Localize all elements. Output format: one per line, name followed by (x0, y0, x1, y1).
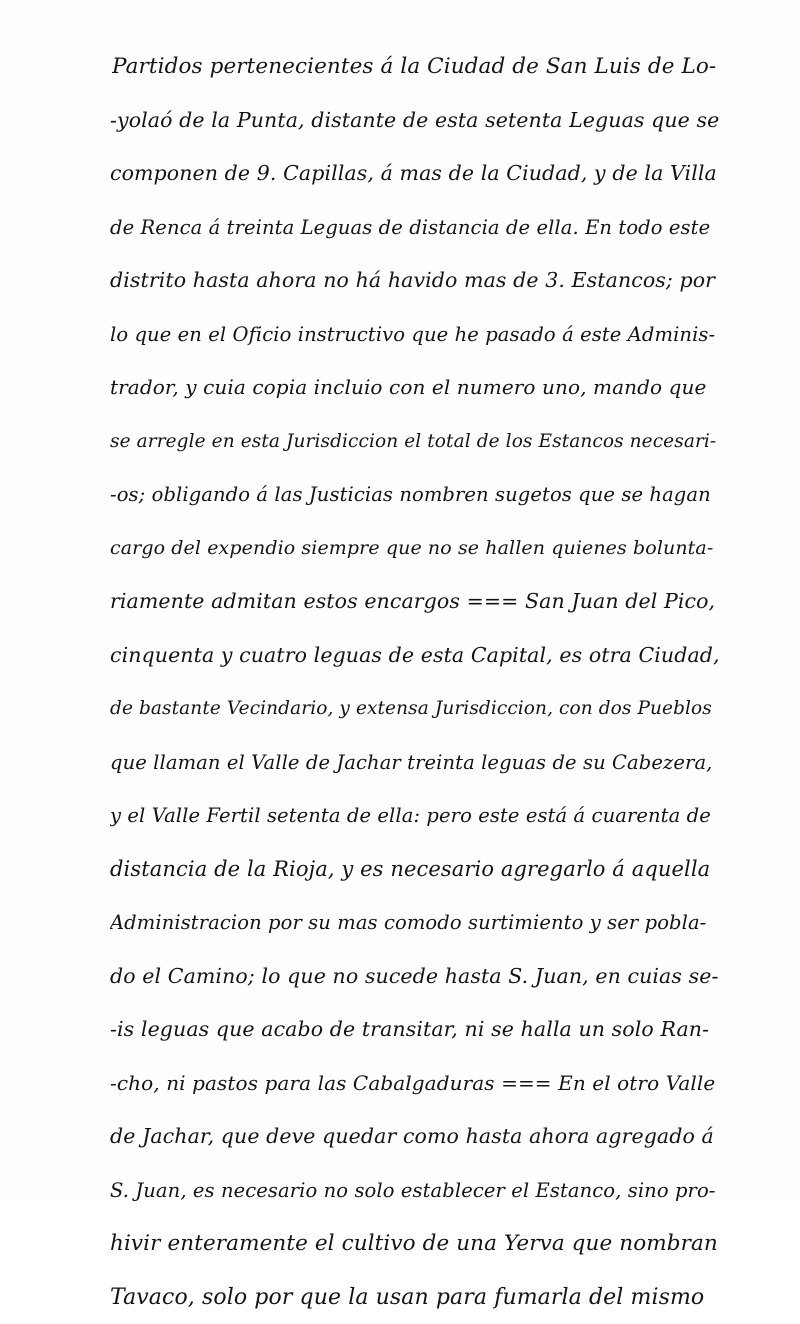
text-line-18: do el Camino; lo que no sucede hasta S. Juan, en cuias se- (110, 950, 720, 1004)
text-line-1: Partidos pertenecientes á la Ciudad de San Luis de Lo- (112, 40, 720, 94)
text-line-14: que llaman el Valle de Jachar treinta leguas de su Cabezera, (110, 736, 720, 790)
text-line-17: Administracion por su mas comodo surtimiento y ser pobla- (110, 896, 720, 950)
text-line-2: -yolaó de la Punta, distante de esta setenta Leguas que se (110, 94, 720, 148)
text-line-21: de Jachar, que deve quedar como hasta ahora agregado á (110, 1110, 720, 1164)
text-line-4: de Renca á treinta Leguas de distancia de ella. En todo este (110, 201, 720, 255)
text-line-24: Tavaco, solo por que la usan para fumarla del mismo (110, 1271, 720, 1324)
text-line-5: distrito hasta ahora no há havido mas de 3. Estancos; por (110, 254, 720, 308)
text-line-8: se arregle en esta Jurisdiccion el total de los Estancos necesari- (110, 415, 720, 469)
text-line-6: lo que en el Oficio instructivo que he pasado á este Adminis- (110, 308, 720, 362)
handwritten-text-block (110, 40, 720, 1324)
text-line-19: -is leguas que acabo de transitar, ni se halla un solo Ran- (110, 1003, 720, 1057)
text-line-10: cargo del expendio siempre que no se hallen quienes bolunta- (110, 522, 720, 576)
text-line-9: -os; obligando á las Justicias nombren sugetos que se hagan (110, 468, 720, 522)
text-line-3: componen de 9. Capillas, á mas de la Ciudad, y de la Villa (110, 147, 720, 201)
text-line-7: trador, y cuia copia incluio con el numero uno, mando que (110, 361, 720, 415)
text-line-13: de bastante Vecindario, y extensa Jurisdiccion, con dos Pueblos (110, 682, 720, 736)
text-line-23: hivir enteramente el cultivo de una Yerva que nombran (110, 1217, 720, 1271)
text-line-11: riamente admitan estos encargos === San Juan del Pico, (110, 575, 720, 629)
text-line-15: y el Valle Fertil setenta de ella: pero este está á cuarenta de (110, 789, 720, 843)
text-line-22: S. Juan, es necesario no solo establecer el Estanco, sino pro- (110, 1164, 720, 1218)
text-line-12: cinquenta y cuatro leguas de esta Capital, es otra Ciudad, (110, 629, 720, 683)
text-line-20: -cho, ni pastos para las Cabalgaduras === En el otro Valle (110, 1057, 720, 1111)
text-line-16: distancia de la Rioja, y es necesario agregarlo á aquella (110, 843, 720, 897)
